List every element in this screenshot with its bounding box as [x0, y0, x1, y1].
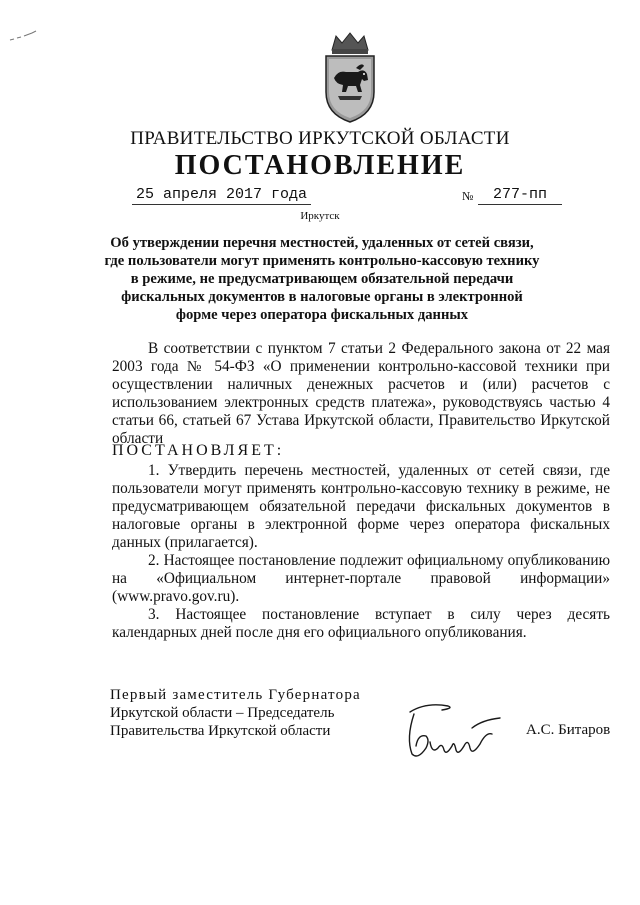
document-title: Об утверждении перечня местностей, удаленных от сетей связи, где пользователи могут применять контрольно-кассовую технику в режиме, не предусматривающем обязательной передачи фискальных документов в налоговые органы в электронной форме через оператора фискальных данных — [104, 235, 540, 323]
government-name: ПРАВИТЕЛЬСТВО ИРКУТСКОЙ ОБЛАСТИ — [130, 128, 510, 149]
preamble-paragraph: В соответствии с пунктом 7 статьи 2 Федерального закона от 22 мая 2003 года № 54-ФЗ «О применении контрольно-кассовой техники при осуществлении наличных денежных расчетов и (или) расчетов с использованием электронных средств платежа», руководствуясь частью 4 статьи 66, статьей 67 Устава Иркутской области, Правительство Иркутской области — [112, 340, 610, 447]
item-2: 2. Настоящее постановление подлежит официальному опубликованию на «Официальном интернет-портале правовой информации» (www.pravo.gov.ru). — [112, 552, 610, 605]
item-1: 1. Утвердить перечень местностей, удаленных от сетей связи, где пользователи могут применять контрольно-кассовую технику в режиме, не предусматривающем обязательной передачи фискальных документов в налоговые органы в электронной форме через оператора фискальных данных (прилагается). — [112, 462, 610, 551]
scan-mark — [8, 30, 38, 44]
items-block — [112, 462, 610, 642]
position-line: Правительства Иркутской области — [110, 723, 331, 739]
city: Иркутск — [300, 210, 340, 222]
signer-name: А.С. Битаров — [526, 722, 611, 738]
document-number: 277-пп — [478, 186, 562, 205]
item-3: 3. Настоящее постановление вступает в силу через десять календарных дней после дня его официального опубликования. — [112, 606, 610, 641]
position-line: Первый заместитель Губернатора — [110, 687, 361, 703]
number-sign: № — [462, 189, 474, 203]
coat-of-arms-emblem — [318, 30, 382, 125]
handwritten-signature — [396, 698, 516, 768]
preamble-block — [112, 340, 610, 448]
resolve-word: ПОСТАНОВЛЯЕТ: — [112, 442, 285, 459]
document-type: ПОСТАНОВЛЕНИЕ — [174, 150, 466, 181]
document-date: 25 апреля 2017 года — [132, 186, 311, 205]
signatory-position — [110, 686, 361, 740]
position-line: Иркутской области – Председатель — [110, 705, 335, 721]
